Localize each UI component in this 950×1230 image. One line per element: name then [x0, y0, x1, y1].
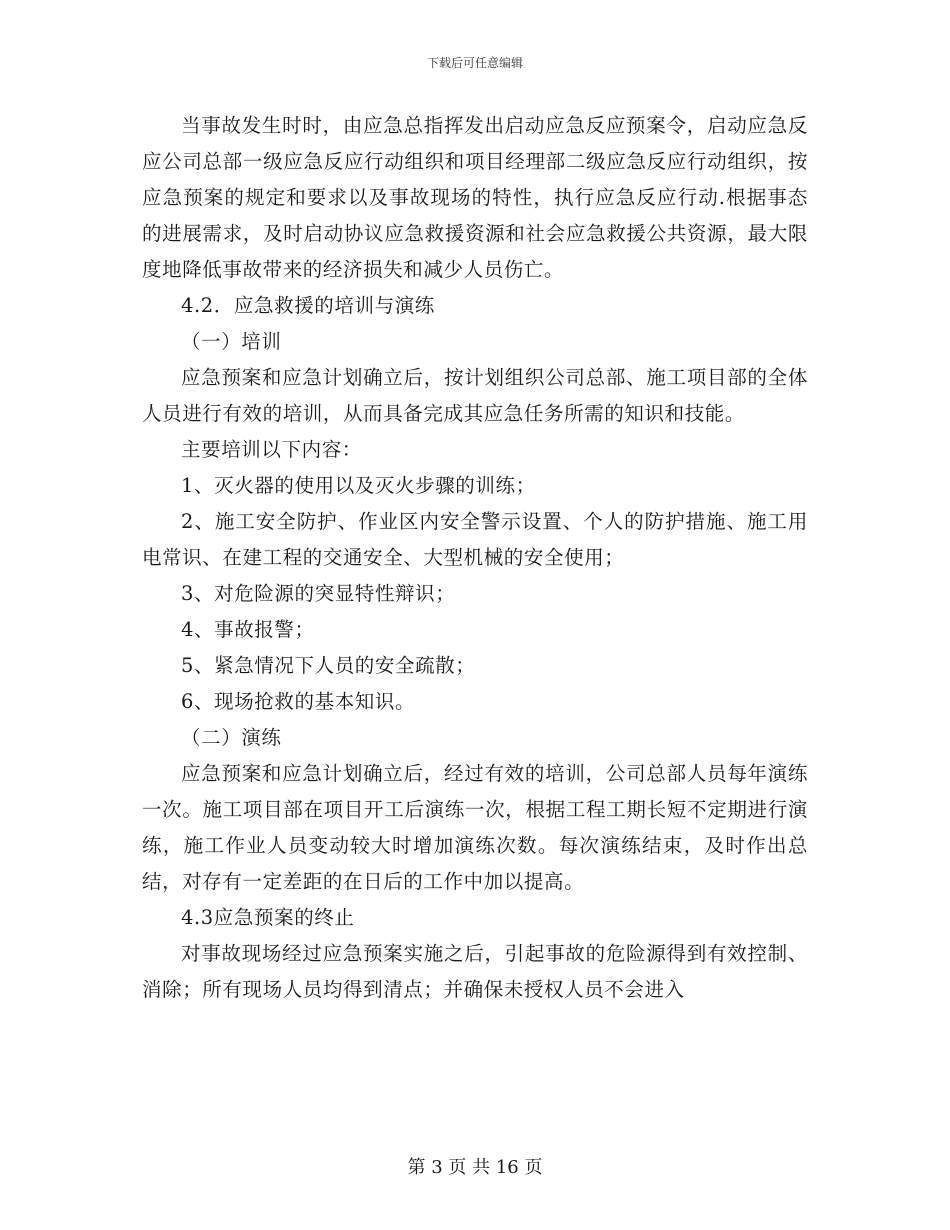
- subsection-heading-training: （一）培训: [181, 330, 282, 353]
- section-heading-4-3: 4.3应急预案的终止: [181, 906, 355, 929]
- list-item-1: 1、灭火器的使用以及灭火步骤的训练；: [181, 474, 536, 497]
- paragraph-training-intro: 应急预案和应急计划确立后，按计划组织公司总部、施工项目部的全体人员进行有效的培训，从而具备完成其应急任务所需的知识和技能。: [142, 366, 808, 425]
- document-body: [142, 108, 808, 1008]
- paragraph-training-contents: 主要培训以下内容：: [181, 438, 362, 461]
- paragraph-drill: 应急预案和应急计划确立后，经过有效的培训，公司总部人员每年演练一次。施工项目部在项目开工后演练一次，根据工程工期长短不定期进行演练，施工作业人员变动较大时增加演练次数。每次演练结束，及时作出总结，对存有一定差距的在日后的工作中加以提高。: [142, 762, 808, 893]
- paragraph-termination: 对事故现场经过应急预案实施之后，引起事故的危险源得到有效控制、消除；所有现场人员均得到清点；并确保未授权人员不会进入: [142, 942, 808, 1001]
- subsection-heading-drill: （二）演练: [181, 726, 282, 749]
- list-item-4: 4、事故报警；: [181, 618, 315, 641]
- list-item-5: 5、紧急情况下人员的安全疏散；: [181, 654, 476, 677]
- list-item-2: 2、施工安全防护、作业区内安全警示设置、个人的防护措施、施工用电常识、在建工程的交通安全、大型机械的安全使用；: [142, 510, 808, 569]
- list-item-6: 6、现场抢救的基本知识。: [181, 690, 416, 713]
- paragraph-emergency-start: 当事故发生时时，由应急总指挥发出启动应急反应预案令，启动应急反应公司总部一级应急反应行动组织和项目经理部二级应急反应行动组织，按应急预案的规定和要求以及事故现场的特性，执行应急反应行动.根据事态的进展需求，及时启动协议应急救援资源和社会应急救援公共资源，最大限度地降低事故带来的经济损失和减少人员伤亡。: [142, 114, 808, 281]
- section-heading-4-2: 4.2．应急救援的培训与演练: [181, 294, 435, 317]
- list-item-3: 3、对危险源的突显特性辩识；: [181, 582, 456, 605]
- page-header: 下载后可任意编辑: [426, 56, 523, 70]
- page-number: 第 3 页 共 16 页: [407, 1157, 543, 1178]
